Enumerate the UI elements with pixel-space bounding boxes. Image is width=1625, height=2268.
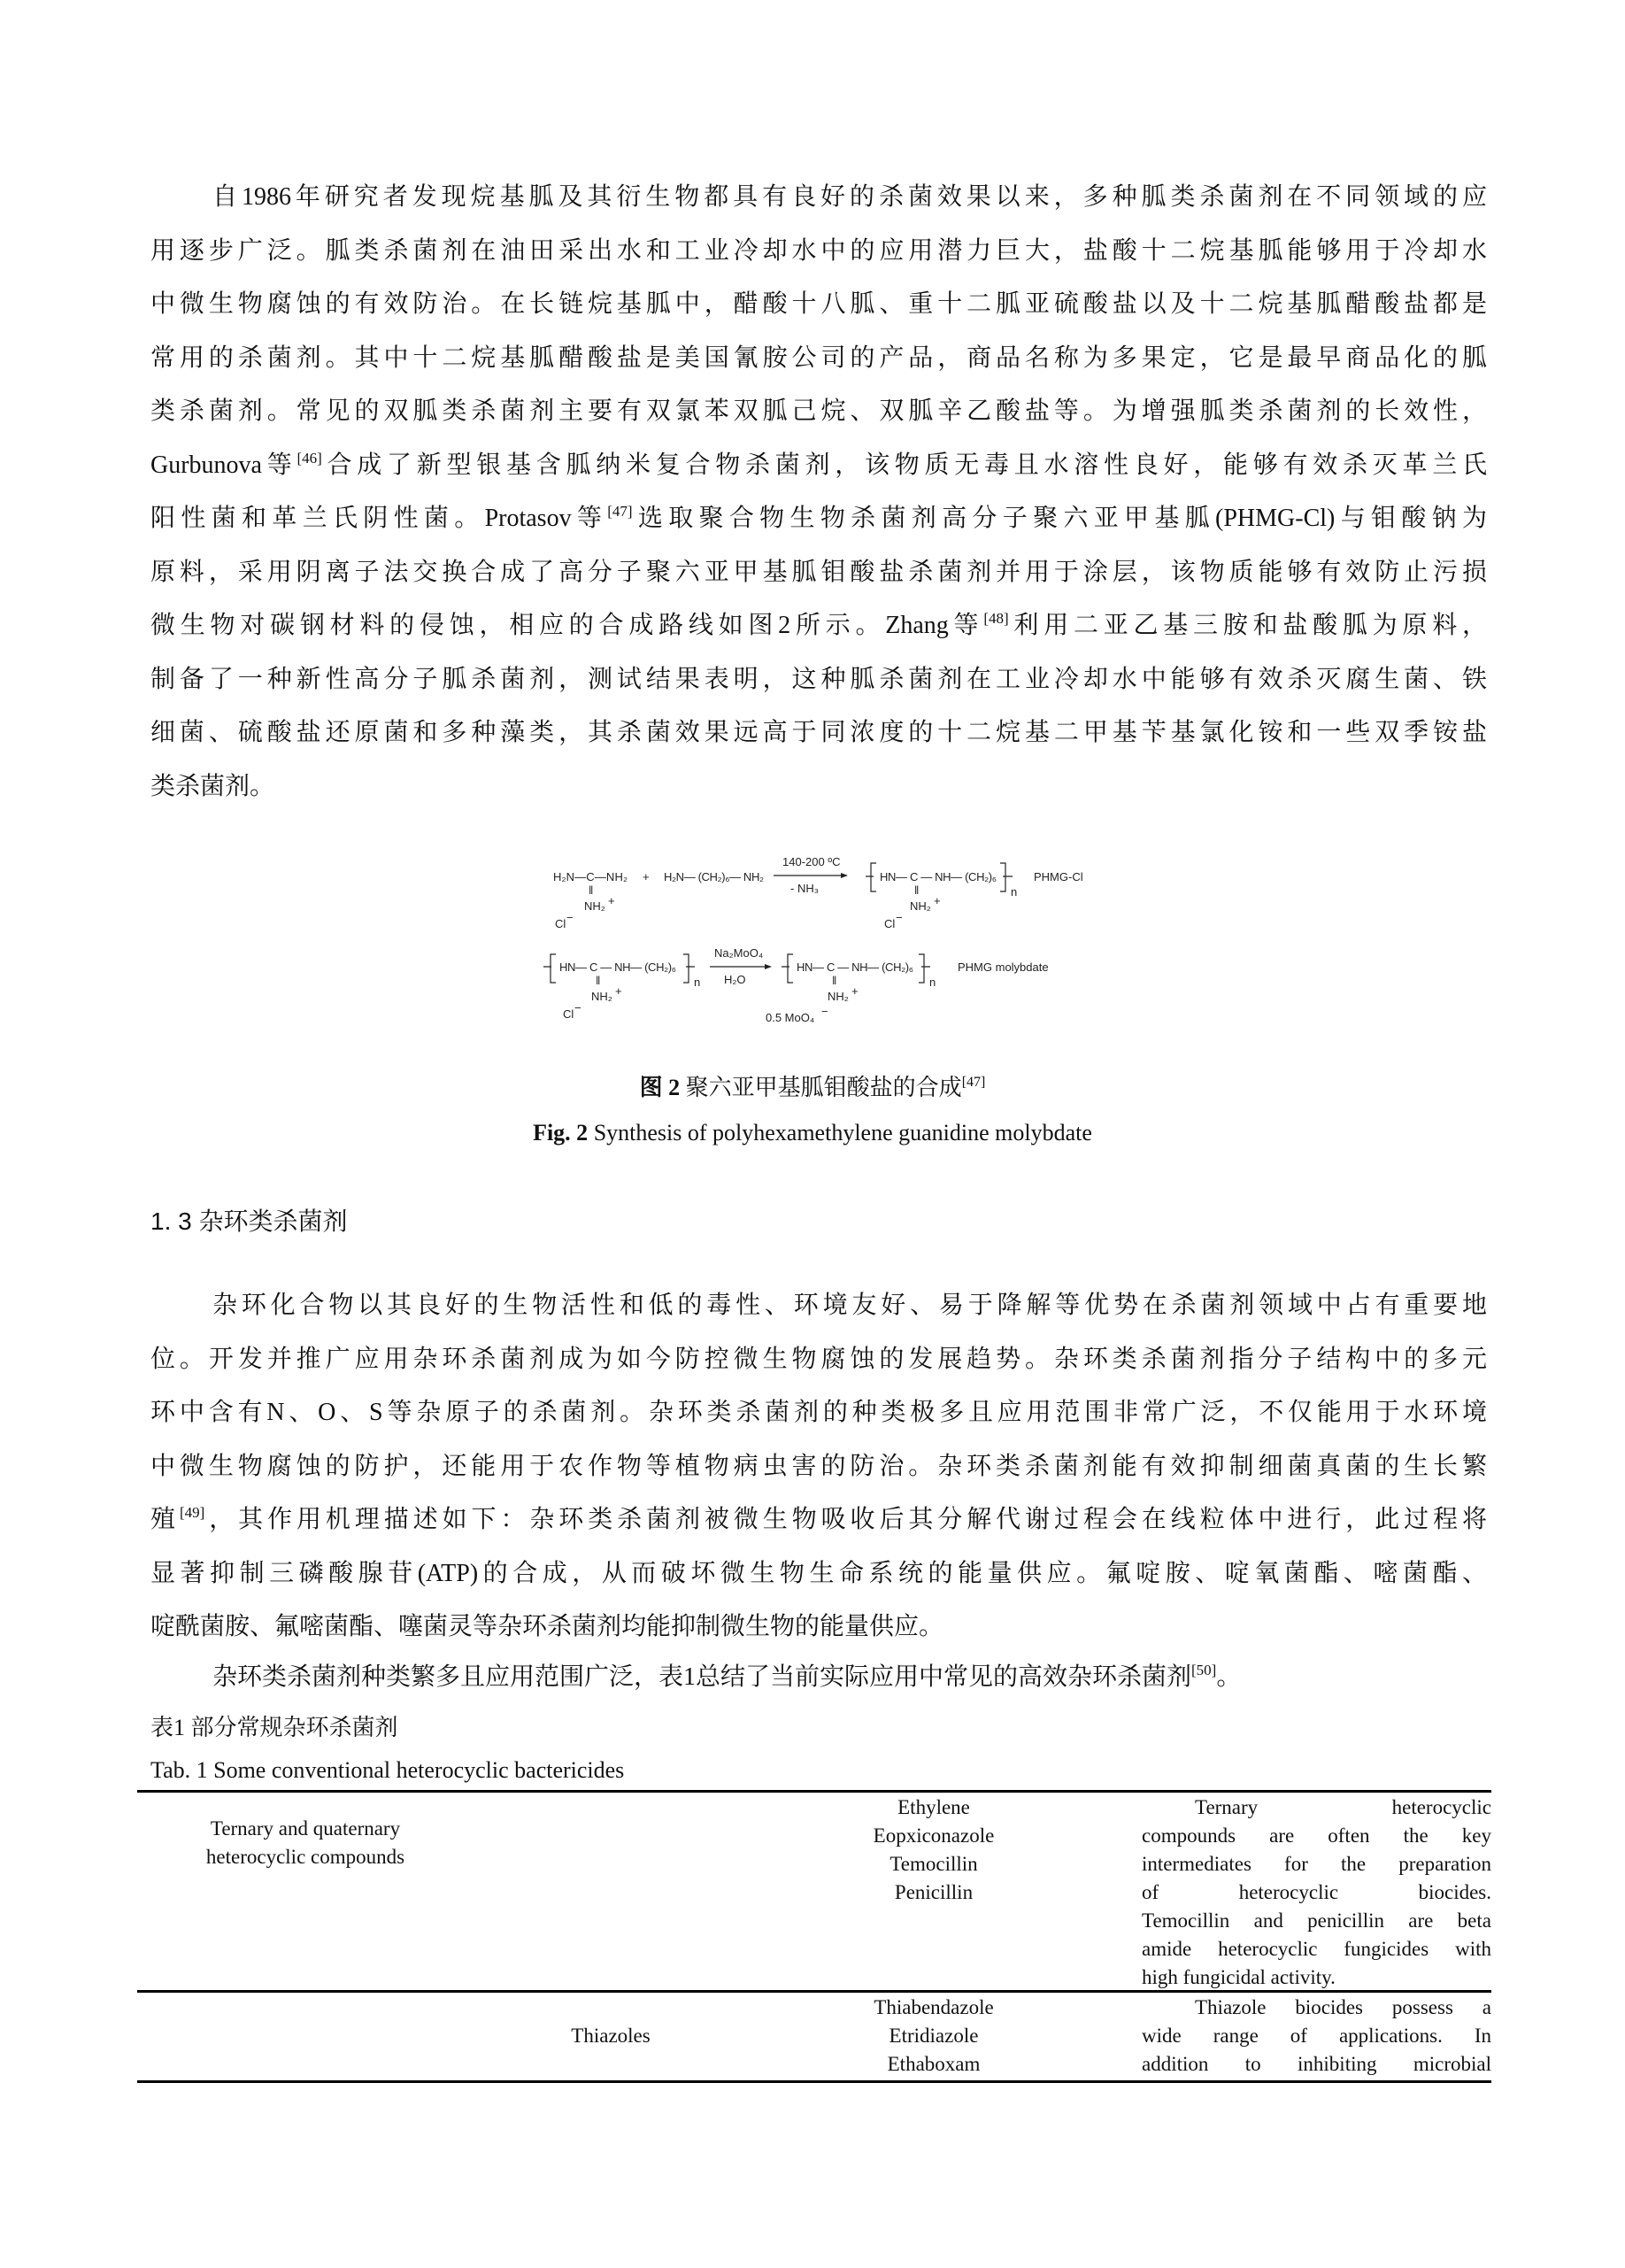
molybdate-counterion: 0.5 MoO₄ <box>766 1011 815 1024</box>
double-bond: ‖ <box>589 883 594 897</box>
description-line: wide range of applications. In <box>1142 2025 1491 2047</box>
description-line: addition to inhibiting microbial <box>1142 2053 1491 2075</box>
paragraph-line <box>150 1502 1487 1538</box>
text-run: 制备了一种新性高分子胍杀菌剂，测试结果表明，这种胍杀菌剂在工业冷却水中能够有效杀灭腐生菌、铁 <box>150 665 1487 693</box>
figure-title-cn: 聚六亚甲基胍钼酸盐的合成 <box>680 1075 962 1100</box>
figure-title-en: Synthesis of polyhexamethylene guanidine molybdate <box>588 1120 1092 1146</box>
text-run: 细菌、硫酸盐还原菌和多种藻类，其杀菌效果远高于同浓度的十二烷基二甲基苄基氯化铵和一些双季铵盐 <box>150 719 1487 746</box>
paragraph-line <box>212 1288 1487 1323</box>
table-top-rule <box>137 1790 1491 1793</box>
description-line: Ternary heterocyclic <box>1195 1796 1491 1818</box>
text-run: Gurbunova等 <box>150 451 297 479</box>
text-run: 微生物对碳钢材料的侵蚀，相应的合成路线如图2所示。Zhang等 <box>150 612 984 639</box>
minus-charge: − <box>896 911 903 924</box>
text-run: 原料，采用阴离子法交换合成了高分子聚六亚甲基胍钼酸盐杀菌剂并用于涂层，该物质能够有效防止污损 <box>150 558 1487 586</box>
text-run: 杂环类杀菌剂种类繁多且应用范围广泛，表1总结了当前实际应用中常见的高效杂环杀菌剂 <box>212 1663 1192 1691</box>
compound-name: Ethaboxam <box>887 2053 981 2075</box>
double-bond: ‖ <box>914 883 920 897</box>
compound-name: Penicillin <box>894 1881 974 1903</box>
text-run: 显著抑制三磷酸腺苷(ATP)的合成，从而破坏微生物生命系统的能量供应。氟啶胺、啶氧菌酯、嘧菌酯、 <box>150 1559 1487 1587</box>
paragraph-line <box>150 1449 1487 1485</box>
paragraph-line <box>150 341 1487 376</box>
condition-sodium-molybdate: Na₂MoO₄ <box>714 946 764 960</box>
description-line: of heterocyclic biocides. <box>1142 1881 1491 1903</box>
paragraph-line <box>150 501 1487 536</box>
hexamethylenediamine: H₂N— (CH₂)₆— NH₂ <box>664 870 764 883</box>
arrowhead-icon <box>765 964 772 969</box>
text-run: 中微生物腐蚀的有效防治。在长链烷基胍中，醋酸十八胍、重十二胍亚硫酸盐以及十二烷基胍醋酸盐都是 <box>150 290 1487 318</box>
condition-temperature: 140-200 ºC <box>782 855 841 868</box>
text-run: 选取聚合物生物杀菌剂高分子聚六亚甲基胍(PHMG-Cl)与钼酸钠为 <box>632 505 1487 532</box>
table-caption-en: Tab. 1 Some conventional heterocyclic bactericides <box>150 1757 625 1783</box>
phmg-cl-reactant <box>543 954 700 1021</box>
subscript-n: n <box>929 976 936 989</box>
paragraph-line <box>150 555 1487 590</box>
category-name: heterocyclic compounds <box>205 1846 405 1868</box>
phmg-molybdate-repeat-unit <box>766 954 936 1024</box>
description-line: intermediates for the preparation <box>1142 1853 1491 1875</box>
compound-name: Etridiazole <box>889 2025 979 2047</box>
repeat-unit-label: HN— C — NH— (CH₂)₆ <box>797 960 913 974</box>
paragraph-line <box>212 180 1487 215</box>
description-line: Temocillin and penicillin are beta <box>1142 1909 1491 1932</box>
citation-ref: [46] <box>297 449 322 467</box>
synthesis-scheme-figure <box>513 841 1151 1036</box>
condition-ammonia: - NH₃ <box>790 882 820 895</box>
text-run: 类杀菌剂。 <box>150 772 275 800</box>
citation-ref: [47] <box>961 1075 986 1090</box>
nh2-label: NH₂ <box>591 990 612 1003</box>
plus-charge: + <box>608 894 615 907</box>
text-run: 环中含有N、O、S等杂原子的杀菌剂。杂环类杀菌剂的种类极多且应用范围非常广泛，不仅能用于水环境 <box>150 1399 1487 1426</box>
compound-name: Thiabendazole <box>874 1996 994 2018</box>
text-run: 类杀菌剂。常见的双胍类杀菌剂主要有双氯苯双胍己烷、双胍辛乙酸盐等。为增强胍类杀菌剂的长效性， <box>150 397 1487 425</box>
paragraph-line <box>150 287 1487 322</box>
citation-ref: [48] <box>983 610 1009 627</box>
table-bottom-rule <box>137 2080 1491 2083</box>
figure-label-en: Fig. 2 <box>533 1120 589 1146</box>
figure-label-cn: 图 2 <box>639 1075 681 1100</box>
paragraph-line <box>150 1342 1487 1377</box>
text-run: 啶酰菌胺、氟嘧菌酯、噻菌灵等杂环杀菌剂均能抑制微生物的能量供应。 <box>150 1613 944 1640</box>
category-name: Thiazoles <box>571 2025 651 2047</box>
paragraph-line <box>150 234 1487 269</box>
repeat-unit-label: HN— C — NH— (CH₂)₆ <box>880 870 997 883</box>
figure-caption-en <box>0 1117 1625 1149</box>
text-run: 自1986年研究者发现烷基胍及其衍生物都具有良好的杀菌效果以来，多种胍类杀菌剂在不同领域的应 <box>212 183 1487 211</box>
compound-name: Temocillin <box>890 1853 978 1875</box>
paragraph-line <box>150 769 1487 805</box>
text-run: 阳性菌和革兰氏阴性菌。Protasov等 <box>150 505 608 532</box>
plus-charge: + <box>615 984 622 998</box>
nh2-label: NH₂ <box>584 899 605 913</box>
plus-charge: + <box>934 894 941 907</box>
figure-caption-cn <box>0 1072 1625 1104</box>
repeat-unit-label: HN— C — NH— (CH₂)₆ <box>559 960 676 974</box>
subscript-n: n <box>1011 885 1018 899</box>
double-bond: ‖ <box>596 974 601 987</box>
text-run: 中微生物腐蚀的防护，还能用于农作物等植物病虫害的防治。杂环类杀菌剂能有效抑制细菌真菌的生长繁 <box>150 1452 1487 1480</box>
text-run: 常用的杀菌剂。其中十二烷基胍醋酸盐是美国氰胺公司的产品，商品名称为多果定，它是最早商品化的胍 <box>150 343 1487 372</box>
subscript-n: n <box>694 976 701 989</box>
compound-name: Eopxiconazole <box>873 1824 995 1847</box>
citation-ref: [49] <box>179 1504 205 1521</box>
table-caption-cn: 表1 部分常规杂环杀菌剂 <box>150 1715 398 1740</box>
text-run: 殖 <box>150 1506 180 1533</box>
product-phmg-molybdate: PHMG molybdate <box>958 960 1049 974</box>
category-name: Ternary and quaternary <box>210 1817 401 1840</box>
paragraph-line <box>150 1609 1487 1645</box>
condition-water: H₂O <box>724 973 746 986</box>
paragraph-line <box>150 1556 1487 1592</box>
chloride: Cl <box>563 1007 574 1021</box>
paragraph-line <box>150 448 1487 483</box>
text-run: 合成了新型银基含胍纳米复合物杀菌剂，该物质无毒且水溶性良好，能够有效杀灭革兰氏 <box>321 451 1487 479</box>
section-heading: 1. 3 杂环类杀菌剂 <box>150 1207 348 1235</box>
text-run: 位。开发并推广应用杂环杀菌剂成为如今防控微生物腐蚀的发展趋势。杂环类杀菌剂指分子结构中的多元 <box>150 1345 1487 1373</box>
double-bond: ‖ <box>832 974 837 987</box>
phmg-cl-repeat-unit <box>866 863 1017 930</box>
chloride: Cl <box>884 917 896 930</box>
description-line: Thiazole biocides possess a <box>1195 1996 1491 2018</box>
citation-ref: [50] <box>1191 1662 1217 1678</box>
minus-charge: − <box>566 911 574 924</box>
description-line: amide heterocyclic fungicides with <box>1142 1938 1491 1960</box>
compound-name: Ethylene <box>897 1796 970 1818</box>
minus-charge: − <box>821 1005 828 1018</box>
text-run: 利用二亚乙基三胺和盐酸胍为原料， <box>1008 612 1487 639</box>
arrowhead-icon <box>841 873 848 878</box>
text-run: 用逐步广泛。胍类杀菌剂在油田采出水和工业冷却水中的应用潜力巨大，盐酸十二烷基胍能够用于冷却水 <box>150 236 1487 265</box>
minus-charge: − <box>574 1001 581 1014</box>
citation-ref: [47] <box>607 503 633 520</box>
nh2-label: NH₂ <box>828 990 849 1003</box>
paragraph-line <box>150 394 1487 429</box>
plus-charge: + <box>851 984 859 998</box>
paragraph-line <box>150 608 1487 644</box>
text-run: 杂环化合物以其良好的生物活性和低的毒性、环境友好、易于降解等优势在杀菌剂领域中占有重要地 <box>212 1292 1487 1319</box>
text-run: 。 <box>1216 1663 1242 1691</box>
paragraph-line <box>150 715 1487 751</box>
description-line: high fungicidal activity. <box>1142 1966 1336 1988</box>
plus-sign: + <box>643 870 650 883</box>
guanidine-hcl: H₂N—C—NH₂ <box>553 870 628 883</box>
paragraph-line <box>150 662 1487 698</box>
product-phmg-cl: PHMG-Cl <box>1034 870 1083 883</box>
paragraph-line <box>212 1660 1487 1695</box>
chloride: Cl <box>555 917 566 930</box>
description-line: compounds are often the key <box>1142 1824 1491 1847</box>
nh2-label: NH₂ <box>910 899 931 913</box>
text-run: ，其作用机理描述如下：杂环类杀菌剂被微生物吸收后其分解代谢过程会在线粒体中进行，此过程将 <box>204 1506 1487 1533</box>
paragraph-line <box>150 1395 1487 1431</box>
